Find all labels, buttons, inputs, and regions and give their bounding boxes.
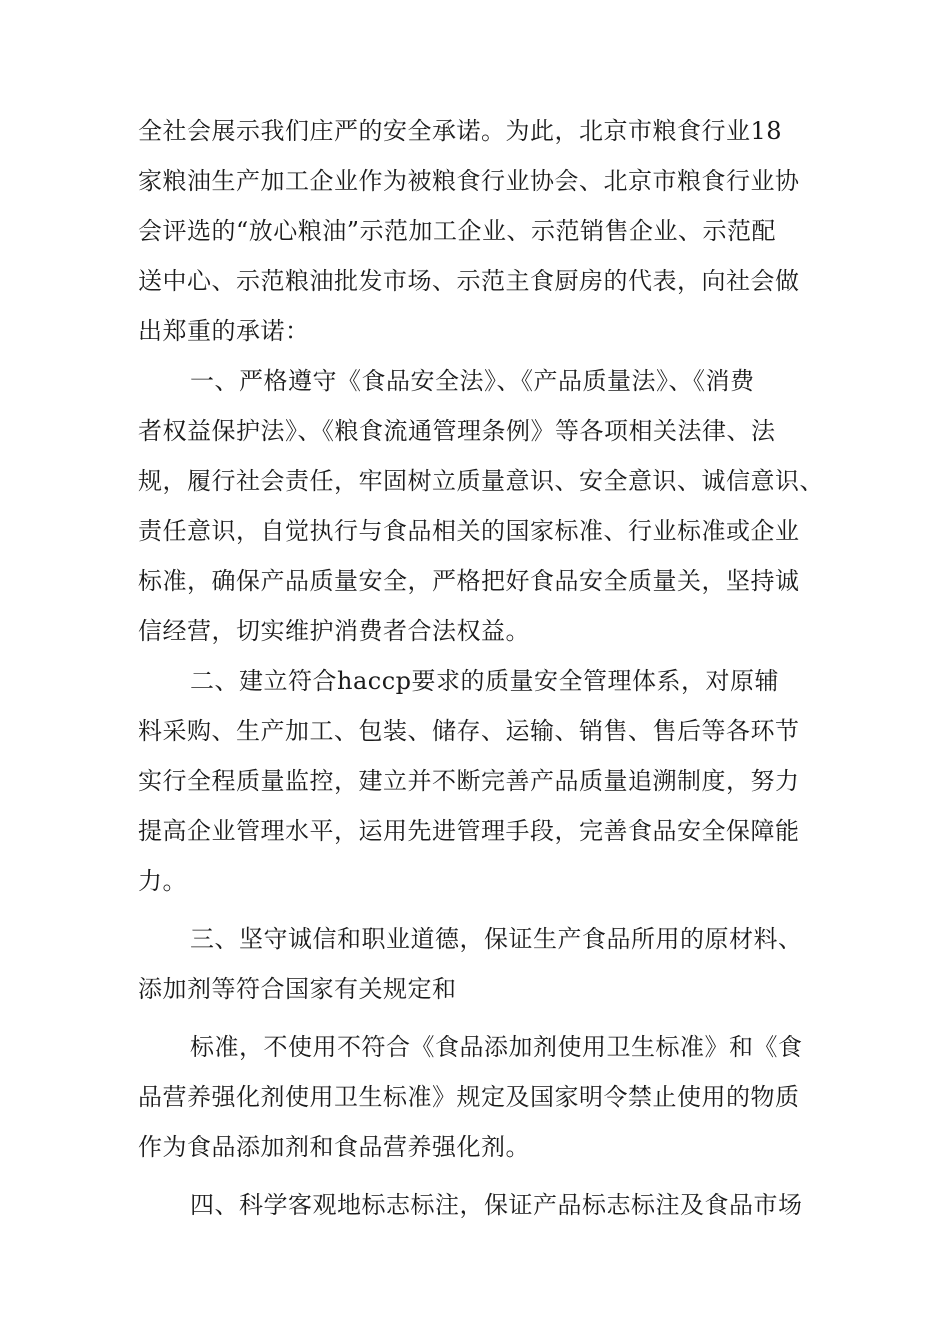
paragraph-3-start: 三、坚守诚信和职业道德，保证生产食品所用的原材料、 [190, 925, 803, 953]
text-line: 者权益保护法》、《粮食流通管理条例》等各项相关法律、法 [138, 417, 776, 445]
text-line: 提高企业管理水平，运用先进管理手段，完善食品安全保障能 [138, 817, 800, 845]
text-line: 实行全程质量监控，建立并不断完善产品质量追溯制度，努力 [138, 767, 800, 795]
text-line: 料采购、生产加工、包装、储存、运输、销售、售后等各环节 [138, 717, 800, 745]
paragraph-2-start: 二、建立符合haccp要求的质量安全管理体系，对原辅 [190, 667, 780, 695]
text-line: 规，履行社会责任，牢固树立质量意识、安全意识、诚信意识、 [138, 467, 824, 495]
text-line: 责任意识，自觉执行与食品相关的国家标准、行业标准或企业 [138, 517, 800, 545]
text-line: 力。 [138, 867, 187, 895]
text-line: 品营养强化剂使用卫生标准》规定及国家明令禁止使用的物质 [138, 1083, 800, 1111]
text-line: 送中心、示范粮油批发市场、示范主食厨房的代表，向社会做 [138, 267, 800, 295]
text-line: 全社会展示我们庄严的安全承诺。为此，北京市粮食行业18 [138, 117, 783, 145]
text-line: 添加剂等符合国家有关规定和 [138, 975, 457, 1003]
text-line: 作为食品添加剂和食品营养强化剂。 [138, 1133, 530, 1161]
paragraph-3b-start: 标准，不使用不符合《食品添加剂使用卫生标准》和《食 [190, 1033, 803, 1061]
text-line: 家粮油生产加工企业作为被粮食行业协会、北京市粮食行业协 [138, 167, 800, 195]
paragraph-4-start: 四、科学客观地标志标注，保证产品标志标注及食品市场 [190, 1191, 803, 1219]
text-line: 出郑重的承诺： [138, 317, 310, 345]
text-line: 标准，确保产品质量安全，严格把好食品安全质量关，坚持诚 [138, 567, 800, 595]
text-line: 信经营，切实维护消费者合法权益。 [138, 617, 530, 645]
paragraph-1-start: 一、严格遵守《食品安全法》、《产品质量法》、《消费 [190, 367, 755, 395]
text-line: 会评选的“放心粮油”示范加工企业、示范销售企业、示范配 [138, 217, 777, 245]
document-body [138, 106, 838, 1230]
